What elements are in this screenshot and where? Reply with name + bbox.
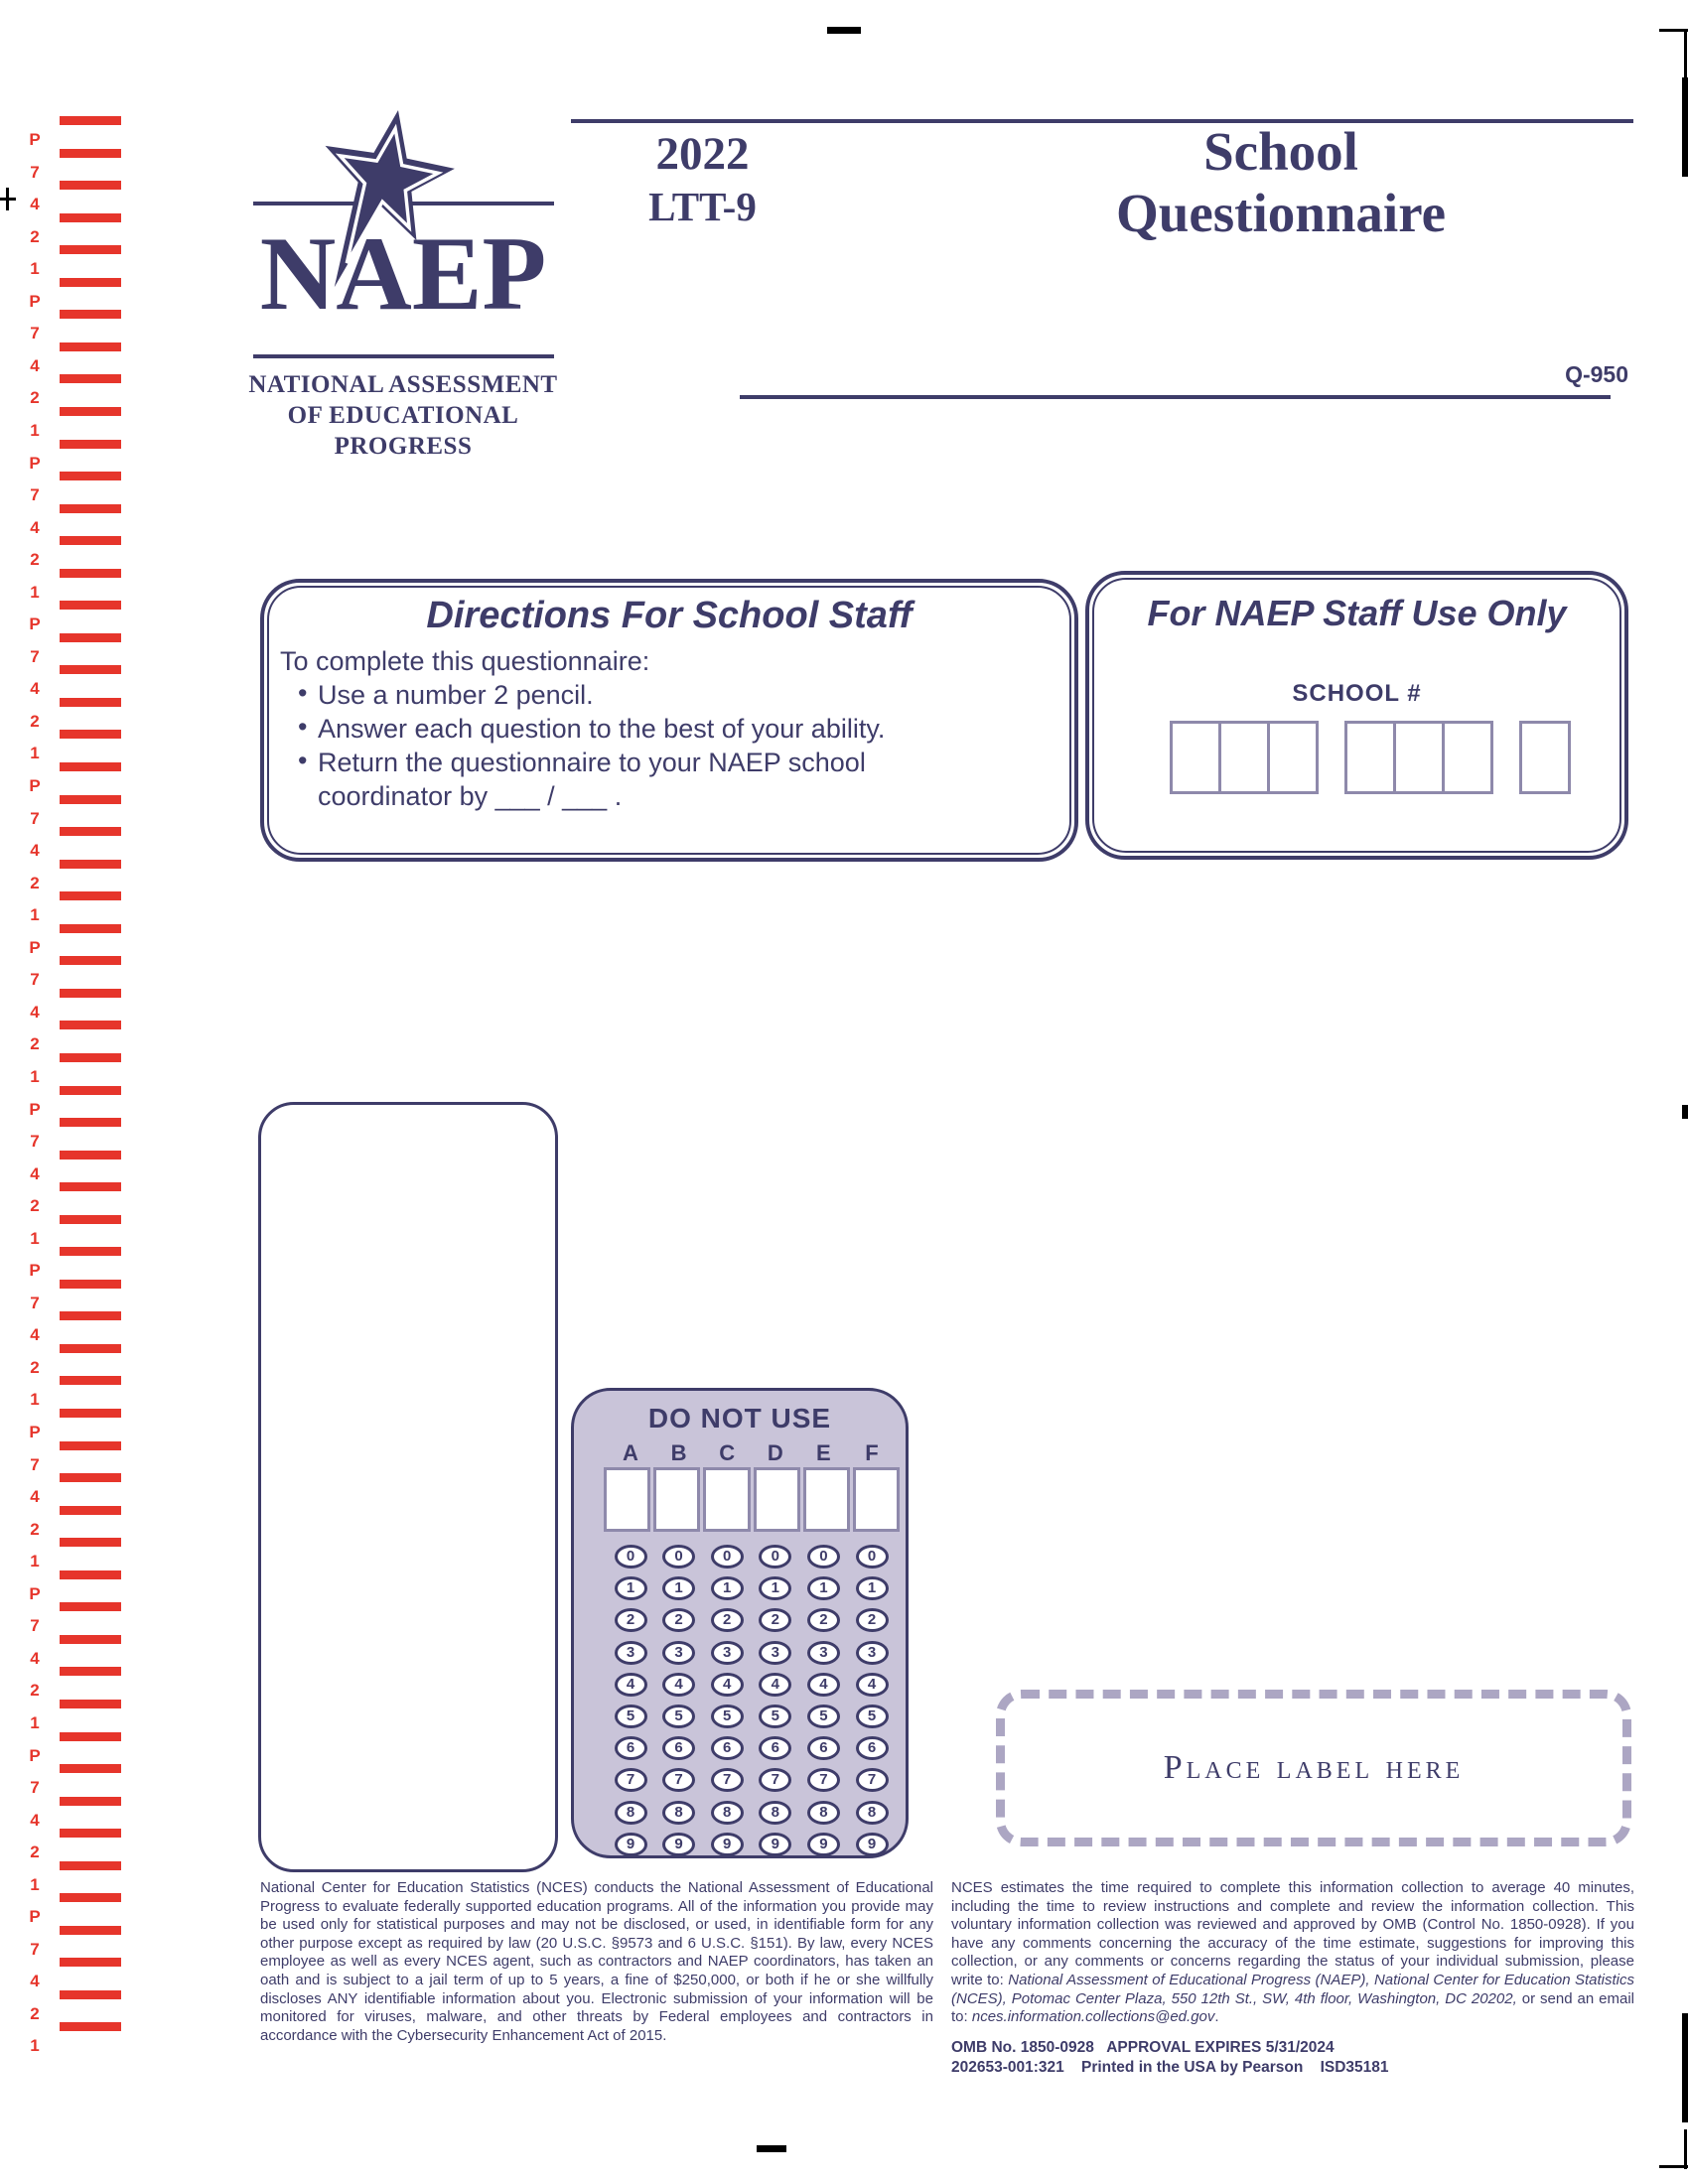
timing-char: 2 xyxy=(30,873,40,892)
timing-char: 1 xyxy=(30,1390,40,1410)
timing-dash xyxy=(60,1086,121,1095)
dnu-bubble-D-9[interactable]: 9 xyxy=(759,1833,791,1856)
dnu-bubble-C-8[interactable]: 8 xyxy=(711,1801,744,1825)
dnu-bubble-E-2[interactable]: 2 xyxy=(807,1608,840,1632)
dnu-bubble-C-7[interactable]: 7 xyxy=(711,1768,744,1792)
timing-char: 2 xyxy=(30,1681,40,1701)
timing-char: 2 xyxy=(30,1519,40,1539)
school-number-cell-group xyxy=(1519,721,1571,794)
timing-char: 2 xyxy=(30,2003,40,2023)
dnu-bubble-C-6[interactable]: 6 xyxy=(711,1736,744,1760)
timing-dash xyxy=(60,1441,121,1450)
timing-dash xyxy=(60,1280,121,1289)
dnu-bubble-A-4[interactable]: 4 xyxy=(615,1673,647,1697)
registration-mark-bottomright-h xyxy=(1659,2165,1688,2168)
dnu-bubble-E-5[interactable]: 5 xyxy=(807,1705,840,1728)
timing-dash xyxy=(60,342,121,351)
dnu-column-letter: D xyxy=(767,1440,783,1465)
dnu-bubble-C-3[interactable]: 3 xyxy=(711,1641,744,1665)
dnu-bubble-F-1[interactable]: 1 xyxy=(856,1576,889,1600)
timing-dash xyxy=(60,1538,121,1547)
dnu-bubble-C-2[interactable]: 2 xyxy=(711,1608,744,1632)
bullet-dot-icon: • xyxy=(298,678,308,708)
dnu-bubble-D-7[interactable]: 7 xyxy=(759,1768,791,1792)
timing-dash xyxy=(60,1053,121,1062)
dnu-bubble-D-8[interactable]: 8 xyxy=(759,1801,791,1825)
timing-dash xyxy=(60,149,121,158)
timing-char: P xyxy=(29,776,41,795)
timing-char: 4 xyxy=(30,195,40,214)
directions-intro: To complete this questionnaire: xyxy=(280,646,650,676)
timing-char: P xyxy=(29,1099,41,1119)
timing-dash xyxy=(60,1602,121,1611)
school-number-cell[interactable] xyxy=(1170,721,1221,794)
dnu-bubble-F-8[interactable]: 8 xyxy=(856,1801,889,1825)
bullet-dot-icon: • xyxy=(298,746,308,775)
logo-subtitle-line3: PROGRESS xyxy=(334,433,473,460)
timing-char: 7 xyxy=(30,1778,40,1798)
timing-char: P xyxy=(29,1423,41,1441)
timing-dash xyxy=(60,1958,121,1967)
dnu-column-letter: A xyxy=(623,1440,638,1465)
do-not-use-title: DO NOT USE xyxy=(647,1403,832,1433)
timing-dash xyxy=(60,181,121,190)
timing-char: 4 xyxy=(30,517,40,537)
timing-dash xyxy=(60,924,121,933)
timing-dash xyxy=(60,860,121,869)
timing-dash xyxy=(60,698,121,707)
dnu-write-box[interactable] xyxy=(653,1467,700,1532)
timing-char: P xyxy=(29,291,41,311)
timing-dash xyxy=(60,1506,121,1515)
dnu-bubble-D-4[interactable]: 4 xyxy=(759,1673,791,1697)
dnu-bubble-A-8[interactable]: 8 xyxy=(615,1801,647,1825)
timing-dash xyxy=(60,1344,121,1353)
dnu-bubble-C-9[interactable]: 9 xyxy=(711,1833,744,1856)
dnu-bubble-D-1[interactable]: 1 xyxy=(759,1576,791,1600)
directions-title: Directions For School Staff xyxy=(426,595,913,636)
timing-char: 7 xyxy=(30,1293,40,1312)
blank-answer-panel xyxy=(258,1102,558,1872)
dnu-bubble-B-3[interactable]: 3 xyxy=(662,1641,695,1665)
dnu-bubble-B-0[interactable]: 0 xyxy=(662,1545,695,1569)
dnu-bubble-B-6[interactable]: 6 xyxy=(662,1736,695,1760)
do-not-use-panel xyxy=(571,1388,909,1858)
timing-char: 4 xyxy=(30,1325,40,1345)
timing-char: 4 xyxy=(30,679,40,699)
timing-marks-column xyxy=(0,0,129,2184)
dnu-bubble-D-6[interactable]: 6 xyxy=(759,1736,791,1760)
school-number-cell[interactable] xyxy=(1393,721,1445,794)
dnu-bubble-E-7[interactable]: 7 xyxy=(807,1768,840,1792)
timing-char: 2 xyxy=(30,1843,40,1862)
dnu-bubble-F-2[interactable]: 2 xyxy=(856,1608,889,1632)
timing-char: 4 xyxy=(30,1487,40,1507)
dnu-write-box[interactable] xyxy=(703,1467,750,1532)
dnu-bubble-C-4[interactable]: 4 xyxy=(711,1673,744,1697)
timing-dash xyxy=(60,762,121,771)
timing-dash xyxy=(60,472,121,480)
dnu-bubble-F-6[interactable]: 6 xyxy=(856,1736,889,1760)
dnu-bubble-B-2[interactable]: 2 xyxy=(662,1608,695,1632)
timing-char: 7 xyxy=(30,808,40,828)
timing-dash xyxy=(60,504,121,513)
dnu-bubble-D-0[interactable]: 0 xyxy=(759,1545,791,1569)
timing-char: 1 xyxy=(30,1228,40,1248)
header-rule-bottom xyxy=(740,395,1611,399)
page-title xyxy=(1048,121,1514,244)
timing-char: 7 xyxy=(30,324,40,343)
dnu-column-letter: C xyxy=(719,1440,736,1465)
timing-char: 4 xyxy=(30,1002,40,1022)
timing-char: P xyxy=(29,1745,41,1765)
timing-char: 7 xyxy=(30,1616,40,1636)
dnu-bubble-E-4[interactable]: 4 xyxy=(807,1673,840,1697)
logo-wordmark: NAEP xyxy=(259,215,547,332)
timing-dash xyxy=(60,1732,121,1741)
dnu-write-box[interactable] xyxy=(604,1467,650,1532)
timing-char: 2 xyxy=(30,1196,40,1216)
form-code: Q-950 xyxy=(1565,361,1628,387)
directions-bullet-2: • Answer each question to the best of your ability. xyxy=(298,712,886,744)
timing-dash xyxy=(60,569,121,578)
logo-subtitle xyxy=(224,369,582,462)
timing-dash xyxy=(60,536,121,545)
dnu-bubble-E-1[interactable]: 1 xyxy=(807,1576,840,1600)
registration-bar-bottomright xyxy=(1682,2013,1688,2122)
school-number-cell[interactable] xyxy=(1267,721,1319,794)
dnu-bubble-F-0[interactable]: 0 xyxy=(856,1545,889,1569)
dnu-bubble-B-7[interactable]: 7 xyxy=(662,1768,695,1792)
registration-mark-top-dash xyxy=(827,27,861,34)
timing-dash xyxy=(60,1829,121,1838)
dnu-bubble-B-4[interactable]: 4 xyxy=(662,1673,695,1697)
timing-dash xyxy=(60,440,121,449)
timing-dash xyxy=(60,1635,121,1644)
school-number-cell[interactable] xyxy=(1218,721,1270,794)
school-number-label: SCHOOL # xyxy=(1292,680,1422,707)
dnu-bubble-A-7[interactable]: 7 xyxy=(615,1768,647,1792)
timing-dash xyxy=(60,1473,121,1482)
school-number-cell-group xyxy=(1344,721,1493,794)
timing-dash xyxy=(60,310,121,319)
dnu-bubble-B-5[interactable]: 5 xyxy=(662,1705,695,1728)
timing-char: 4 xyxy=(30,841,40,861)
registration-mark-topright-v xyxy=(1684,29,1687,78)
dnu-bubble-A-3[interactable]: 3 xyxy=(615,1641,647,1665)
dnu-bubble-E-3[interactable]: 3 xyxy=(807,1641,840,1665)
dnu-bubble-A-2[interactable]: 2 xyxy=(615,1608,647,1632)
timing-char: 1 xyxy=(30,259,40,279)
dnu-bubble-A-9[interactable]: 9 xyxy=(615,1833,647,1856)
bullet-dot-icon: • xyxy=(298,712,308,742)
dnu-bubble-F-7[interactable]: 7 xyxy=(856,1768,889,1792)
timing-char: 1 xyxy=(30,1874,40,1894)
logo-subtitle-line1: NATIONAL ASSESSMENT xyxy=(248,371,558,398)
timing-dash xyxy=(60,407,121,416)
dnu-bubble-D-3[interactable]: 3 xyxy=(759,1641,791,1665)
confidentiality-notice: National Center for Education Statistics (NCES) conducts the National Assessment of Educational Progress to evaluate federally supported education programs. All of the information you provide may be used only for statistical purposes and may not be disclosed, or used, in identifiable form for any other purpose except as required by law (20 U.S.C. §9573 and 6 U.S.C. §151). By law, every NCES employee as well as every NCES agent, such as contractors and NAEP coordinators, has taken an oath and is subject to a jail term of up to 5 years, a fine of $250,000, or both if he or she willfully discloses ANY identifiable information about you. Electronic submission of your information will be monitored for viruses, malware, and other threats by Federal employees and contractors in accordance with the Cybersecurity Enhancement Act of 2015. xyxy=(260,1879,933,2044)
registration-mark-bottomright-v xyxy=(1684,2129,1687,2169)
timing-dash xyxy=(60,601,121,610)
dnu-bubble-E-8[interactable]: 8 xyxy=(807,1801,840,1825)
dnu-bubble-F-4[interactable]: 4 xyxy=(856,1673,889,1697)
timing-dash xyxy=(60,1700,121,1708)
dnu-bubble-B-1[interactable]: 1 xyxy=(662,1576,695,1600)
timing-char: 4 xyxy=(30,1972,40,1991)
timing-char: 2 xyxy=(30,226,40,246)
timing-dash xyxy=(60,245,121,254)
timing-char: 4 xyxy=(30,1648,40,1668)
timing-char: 2 xyxy=(30,388,40,408)
timing-dash xyxy=(60,730,121,739)
timing-char: 7 xyxy=(30,485,40,505)
logo-subtitle-line2: OF EDUCATIONAL xyxy=(287,402,519,429)
timing-dash xyxy=(60,989,121,998)
timing-dash xyxy=(60,1893,121,1902)
timing-char: 1 xyxy=(30,1066,40,1086)
school-number-cell[interactable] xyxy=(1344,721,1396,794)
timing-dash xyxy=(60,1376,121,1385)
directions-box xyxy=(260,579,1078,862)
naep-staff-box xyxy=(1085,571,1628,860)
timing-char: 1 xyxy=(30,1712,40,1732)
timing-char: 7 xyxy=(30,1132,40,1152)
timing-dash xyxy=(60,891,121,900)
timing-char: 1 xyxy=(30,744,40,763)
timing-char: P xyxy=(29,130,41,149)
omb-approval-line: OMB No. 1850-0928 APPROVAL EXPIRES 5/31/2024 xyxy=(951,2039,1335,2056)
timing-dash xyxy=(60,1247,121,1256)
timing-dash xyxy=(60,1151,121,1160)
timing-char: 2 xyxy=(30,1034,40,1054)
timing-char: 7 xyxy=(30,1939,40,1959)
timing-char: 2 xyxy=(30,711,40,731)
dnu-write-box[interactable] xyxy=(853,1467,900,1532)
school-number-cell[interactable] xyxy=(1519,721,1571,794)
timing-dash xyxy=(60,1182,121,1191)
dnu-bubble-F-5[interactable]: 5 xyxy=(856,1705,889,1728)
timing-char: 4 xyxy=(30,355,40,375)
place-label-box xyxy=(996,1690,1631,1846)
registration-bar-topright xyxy=(1682,77,1688,177)
dnu-column-letter: B xyxy=(670,1440,687,1465)
timing-char: 1 xyxy=(30,1552,40,1571)
timing-dash xyxy=(60,374,121,383)
timing-dash xyxy=(60,1764,121,1773)
dnu-bubble-A-6[interactable]: 6 xyxy=(615,1736,647,1760)
dnu-bubble-F-9[interactable]: 9 xyxy=(856,1833,889,1856)
timing-char: P xyxy=(29,937,41,957)
timing-char: 1 xyxy=(30,2036,40,2056)
registration-mark-right-mid xyxy=(1682,1105,1688,1119)
dnu-write-box[interactable] xyxy=(754,1467,800,1532)
print-id-line: 202653-001:321 Printed in the USA by Pearson ISD35181 xyxy=(951,2059,1389,2076)
timing-char: P xyxy=(29,1583,41,1603)
timing-char: 7 xyxy=(30,162,40,182)
timing-char: 1 xyxy=(30,905,40,925)
timing-dash xyxy=(60,1215,121,1224)
do-not-use-write-boxes xyxy=(604,1467,900,1532)
timing-char: 4 xyxy=(30,1810,40,1830)
timing-char: 7 xyxy=(30,970,40,990)
timing-dash xyxy=(60,116,121,125)
timing-dash xyxy=(60,795,121,804)
dnu-column-letter: E xyxy=(816,1440,831,1465)
dnu-bubble-B-8[interactable]: 8 xyxy=(662,1801,695,1825)
timing-dash xyxy=(60,1667,121,1676)
timing-char: P xyxy=(29,1907,41,1927)
timing-dash xyxy=(60,665,121,674)
dnu-column-letter: F xyxy=(865,1440,879,1465)
school-number-cells xyxy=(1170,721,1571,794)
dnu-bubble-C-5[interactable]: 5 xyxy=(711,1705,744,1728)
timing-dash xyxy=(60,1926,121,1935)
header-edition xyxy=(591,127,814,232)
naep-staff-title: For NAEP Staff Use Only xyxy=(1147,593,1567,633)
timing-char: 1 xyxy=(30,582,40,602)
school-number-cell[interactable] xyxy=(1442,721,1493,794)
timing-char: 2 xyxy=(30,550,40,570)
timing-dash xyxy=(60,633,121,642)
school-number-cell-group xyxy=(1170,721,1319,794)
dnu-bubble-A-5[interactable]: 5 xyxy=(615,1705,647,1728)
dnu-bubble-A-0[interactable]: 0 xyxy=(615,1545,647,1569)
header-assessment-code: LTT-9 xyxy=(648,184,757,229)
timing-dash xyxy=(60,1861,121,1870)
timing-dash xyxy=(60,1311,121,1320)
header-year: 2022 xyxy=(655,128,750,180)
page-title-line1: School xyxy=(1203,121,1358,182)
dnu-bubble-F-3[interactable]: 3 xyxy=(856,1641,889,1665)
timing-dash xyxy=(60,1409,121,1418)
dnu-bubble-B-9[interactable]: 9 xyxy=(662,1833,695,1856)
dnu-bubble-C-0[interactable]: 0 xyxy=(711,1545,744,1569)
timing-char: 7 xyxy=(30,1454,40,1474)
dnu-bubble-E-0[interactable]: 0 xyxy=(807,1545,840,1569)
timing-dash xyxy=(60,1118,121,1127)
timing-char: P xyxy=(29,453,41,473)
dnu-bubble-D-5[interactable]: 5 xyxy=(759,1705,791,1728)
directions-bullet-3: • Return the questionnaire to your NAEP school coordinator by ___ / ___ . xyxy=(298,746,866,811)
timing-dash xyxy=(60,827,121,836)
timing-dash xyxy=(60,278,121,287)
timing-dash xyxy=(60,2022,121,2031)
place-label-text: Place label here xyxy=(1163,1749,1465,1786)
dnu-bubble-C-1[interactable]: 1 xyxy=(711,1576,744,1600)
page-title-line2: Questionnaire xyxy=(1115,183,1447,243)
timing-char: 2 xyxy=(30,1357,40,1377)
timing-dash xyxy=(60,1570,121,1579)
timing-char: 7 xyxy=(30,646,40,666)
timing-dash xyxy=(60,956,121,965)
directions-body xyxy=(280,644,1055,813)
timing-dash xyxy=(60,1021,121,1029)
timing-dash xyxy=(60,1990,121,1999)
dnu-write-box[interactable] xyxy=(803,1467,850,1532)
timing-char: P xyxy=(29,1261,41,1281)
timing-char: 4 xyxy=(30,1163,40,1183)
dnu-bubble-E-6[interactable]: 6 xyxy=(807,1736,840,1760)
timing-dash xyxy=(60,213,121,222)
dnu-bubble-D-2[interactable]: 2 xyxy=(759,1608,791,1632)
dnu-bubble-E-9[interactable]: 9 xyxy=(807,1833,840,1856)
timing-char: P xyxy=(29,614,41,634)
dnu-bubble-A-1[interactable]: 1 xyxy=(615,1576,647,1600)
registration-mark-bottom-dash xyxy=(757,2145,786,2152)
logo-rule-bottom xyxy=(253,354,554,358)
directions-bullet-1: • Use a number 2 pencil. xyxy=(298,678,594,710)
burden-statement: NCES estimates the time required to complete this information collection to average 40 minutes, including the time to review instructions and complete and review the information collection. This voluntary information collection was reviewed and approved by OMB (Control No. 1850-0928). If you have any comments concerning the accuracy of the time estimate, suggestions for improving this collection, or any comments or concerns regarding the status of your individual submission, please write to: National Assessment of Educational Progress (NAEP), National Center for Education Statistics (NCES), Potomac Center Plaza, 550 12th St., SW, 4th floor, Washington, DC 20202, or send an email to: nces.information.collections@ed.gov. xyxy=(951,1879,1634,2026)
timing-dash xyxy=(60,1797,121,1806)
timing-char: 1 xyxy=(30,420,40,440)
